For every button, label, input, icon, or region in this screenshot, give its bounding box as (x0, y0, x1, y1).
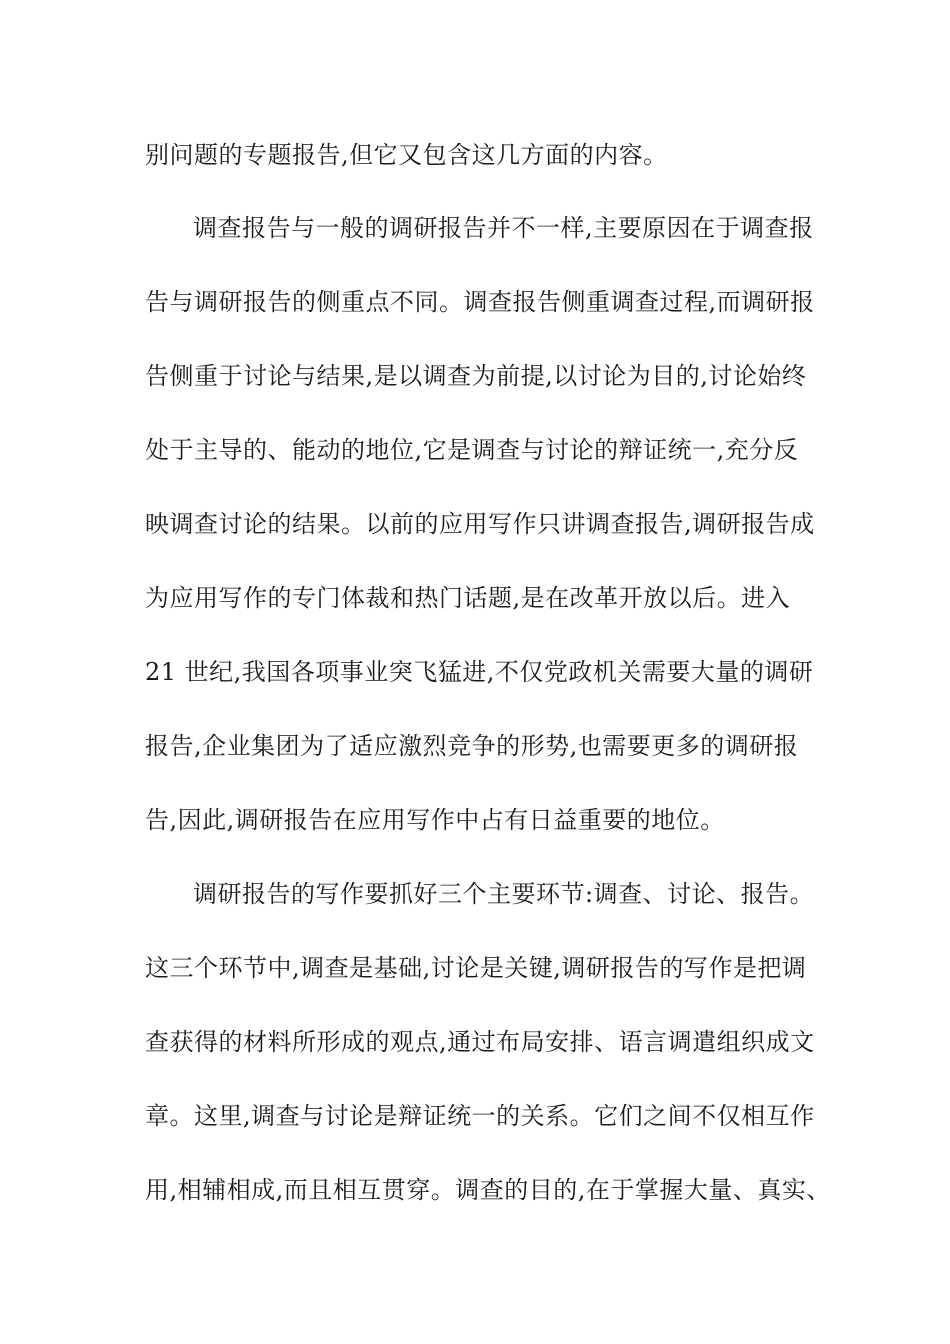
text-line: 21 世纪,我国各项事业突飞猛进,不仅党政机关需要大量的调研 (145, 658, 814, 686)
text-line: 告,因此,调研报告在应用写作中占有日益重要的地位。 (145, 806, 725, 834)
text-line: 处于主导的、能动的地位,它是调查与讨论的辩证统一,充分反 (145, 436, 799, 464)
text-line: 查获得的材料所形成的观点,通过布局安排、语言调遣组织成文 (145, 1028, 815, 1056)
text-line: 映调查讨论的结果。以前的应用写作只讲调查报告,调研报告成 (145, 510, 815, 538)
text-line: 报告,企业集团为了适应激烈竞争的形势,也需要更多的调研报 (145, 732, 799, 760)
text-line: 告与调研报告的侧重点不同。调查报告侧重调查过程,而调研报 (145, 288, 815, 316)
paragraph-start-line: 调查报告与一般的调研报告并不一样,主要原因在于调查报 (193, 214, 814, 242)
text-line: 用,相辅相成,而且相互贯穿。调查的目的,在于掌握大量、真实、 (145, 1176, 831, 1204)
text-line: 这三个环节中,调查是基础,讨论是关键,调研报告的写作是把调 (145, 954, 807, 982)
text-line: 别问题的专题报告,但它又包含这几方面的内容。 (145, 141, 668, 169)
paragraph-start-line: 调研报告的写作要抓好三个主要环节:调查、讨论、报告。 (193, 880, 815, 908)
text-line: 章。这里,调查与讨论是辩证统一的关系。它们之间不仅相互作 (145, 1102, 815, 1130)
text-line: 告侧重于讨论与结果,是以调查为前提,以讨论为目的,讨论始终 (145, 362, 807, 390)
text-line: 为应用写作的专门体裁和热门话题,是在改革开放以后。进入 (145, 584, 791, 612)
